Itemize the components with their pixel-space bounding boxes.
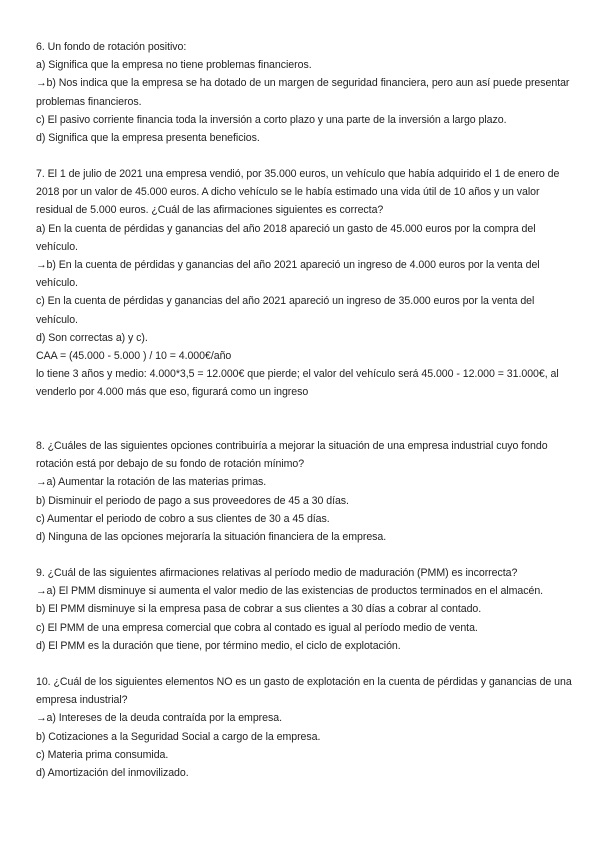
question-7-option-c: c) En la cuenta de pérdidas y ganancias del año 2021 apareció un ingreso de 35.000 euros por la venta del vehículo.	[36, 295, 535, 326]
question-9-option-d: d) El PMM es la duración que tiene, por término medio, el ciclo de explotación.	[36, 639, 401, 652]
question-10-option-a: →a) Intereses de la deuda contraída por la empresa.	[36, 712, 282, 725]
question-7-option-d: d) Son correctas a) y c).	[36, 331, 148, 344]
question-10-stem: 10. ¿Cuál de los siguientes elementos NO es un gasto de explotación en la cuenta de pérdidas y ganancias de una empresa industrial?	[36, 676, 572, 707]
question-7-option-a: a) En la cuenta de pérdidas y ganancias del año 2018 apareció un gasto de 45.000 euros por la compra del vehículo.	[36, 222, 536, 253]
question-7-explanation: lo tiene 3 años y medio: 4.000*3,5 = 12.000€ que pierde; el valor del vehículo será 45.000 - 12.000 = 31.000€, al venderlo por 4.000 más que eso, figurará como un ingreso	[36, 368, 559, 399]
question-6-option-d: d) Significa que la empresa presenta beneficios.	[36, 132, 260, 145]
question-8-option-a: →a) Aumentar la rotación de las materias primas.	[36, 476, 267, 489]
question-10-option-d: d) Amortización del inmovilizado.	[36, 767, 189, 780]
question-8	[36, 437, 576, 546]
question-10	[36, 673, 576, 782]
question-6	[36, 38, 576, 147]
question-6-option-a: a) Significa que la empresa no tiene problemas financieros.	[36, 59, 312, 72]
question-8-option-d: d) Ninguna de las opciones mejoraría la situación financiera de la empresa.	[36, 531, 387, 544]
question-9-stem: 9. ¿Cuál de las siguientes afirmaciones relativas al período medio de maduración (PMM) es incorrecta?	[36, 567, 518, 579]
question-6-option-c: c) El pasivo corriente financia toda la inversión a corto plazo y una parte de la inversión a largo plazo.	[36, 113, 507, 126]
question-7	[36, 165, 576, 402]
question-8-stem: 8. ¿Cuáles de las siguientes opciones contribuiría a mejorar la situación de una empresa industrial cuyo fondo rotación está por debajo de su fondo de rotación mínimo?	[36, 440, 548, 471]
question-9-option-b: b) El PMM disminuye si la empresa pasa de cobrar a sus clientes a 30 días a cobrar al contado.	[36, 603, 482, 616]
question-8-option-b: b) Disminuir el periodo de pago a sus proveedores de 45 a 30 días.	[36, 494, 349, 507]
question-6-option-b: →b) Nos indica que la empresa se ha dotado de un margen de seguridad financiera, pero aun así puede presentar problemas financieros.	[36, 77, 570, 108]
question-8-option-c: c) Aumentar el periodo de cobro a sus clientes de 30 a 45 días.	[36, 512, 330, 525]
question-9-option-c: c) El PMM de una empresa comercial que cobra al contado es igual al período medio de venta.	[36, 621, 478, 634]
question-9	[36, 564, 576, 655]
question-7-option-b: →b) En la cuenta de pérdidas y ganancias del año 2021 apareció un ingreso de 4.000 euros por la venta del vehículo.	[36, 259, 540, 290]
question-9-option-a: →a) El PMM disminuye si aumenta el valor medio de las existencias de productos terminados en el almacén.	[36, 585, 544, 598]
question-10-option-b: b) Cotizaciones a la Seguridad Social a cargo de la empresa.	[36, 730, 321, 743]
question-6-stem: 6. Un fondo de rotación positivo:	[36, 41, 187, 53]
question-7-calculation: CAA = (45.000 - 5.000 ) / 10 = 4.000€/año	[36, 350, 232, 363]
question-10-option-c: c) Materia prima consumida.	[36, 748, 169, 761]
question-7-stem: 7. El 1 de julio de 2021 una empresa vendió, por 35.000 euros, un vehículo que había adquirido el 1 de enero de 2018 por un valor de 45.000 euros. A dicho vehículo se le había estimado una vida útil de 10 años y un valor residual de 5.000 euros. ¿Cuál de las afirmaciones siguientes es correcta?	[36, 168, 560, 217]
